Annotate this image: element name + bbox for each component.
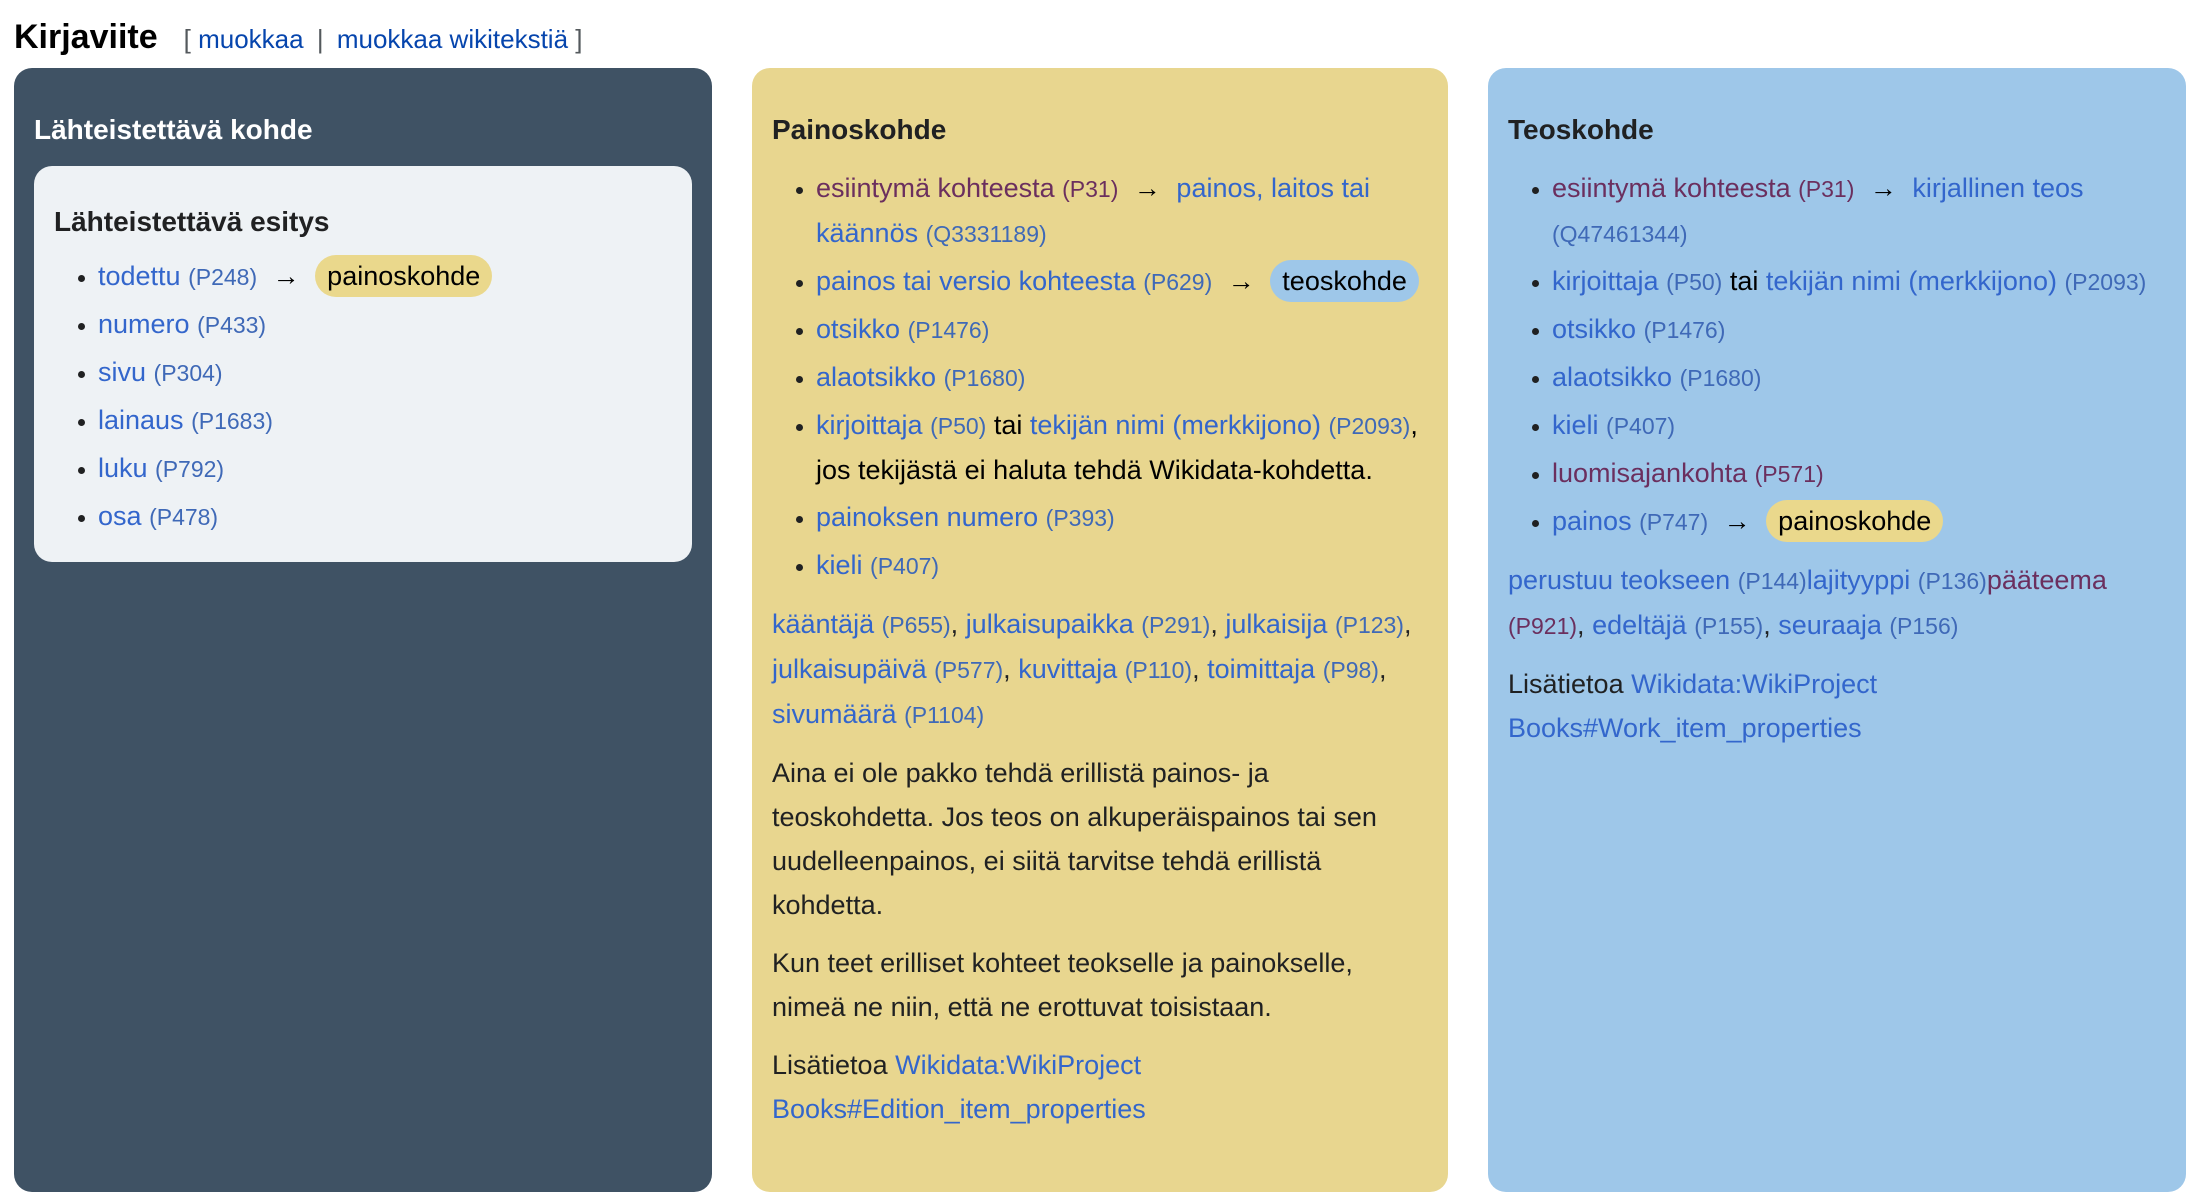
source-item-title: Lähteistettävä kohde: [34, 114, 313, 145]
property-link[interactable]: sivu: [98, 357, 147, 387]
property-link[interactable]: numero: [98, 309, 190, 339]
property-id[interactable]: (P1476): [907, 317, 990, 343]
list-item: [1552, 259, 2166, 304]
work-item-badge: teoskohde: [1270, 260, 1419, 302]
list-item: [1552, 403, 2166, 448]
property-link[interactable]: kirjoittaja: [816, 410, 923, 440]
property-link[interactable]: luomisajankohta: [1552, 458, 1748, 488]
list-item: [98, 302, 672, 347]
property-link[interactable]: julkaisija: [1225, 609, 1328, 639]
property-id[interactable]: (P629): [1143, 269, 1213, 295]
source-property-list: [54, 254, 672, 539]
property-link[interactable]: tekijän nimi (merkkijono): [1029, 410, 1321, 440]
conjunction: tai: [993, 410, 1023, 440]
property-link[interactable]: otsikko: [1552, 314, 1637, 344]
property-link[interactable]: painos: [1552, 506, 1632, 536]
list-item: [1552, 166, 2166, 256]
extra-properties: [1508, 558, 2166, 648]
edit-link[interactable]: muokkaa: [198, 24, 304, 54]
comma: ,: [1003, 654, 1011, 684]
bracket-open: [: [183, 24, 191, 54]
property-id[interactable]: (P50): [930, 413, 987, 439]
property-link[interactable]: alaotsikko: [1552, 362, 1673, 392]
list-item: [816, 166, 1428, 256]
property-id[interactable]: (P110): [1124, 657, 1193, 683]
arrow-icon: →: [272, 261, 300, 291]
property-id[interactable]: (P98): [1322, 657, 1379, 683]
work-item-panel: [1488, 68, 2186, 1192]
property-id[interactable]: (P31): [1798, 176, 1855, 202]
source-representation-title: Lähteistettävä esitys: [54, 206, 330, 237]
edition-item-panel: [752, 68, 1448, 1192]
comma: ,: [1210, 609, 1218, 639]
property-link[interactable]: sivumäärä: [772, 699, 897, 729]
property-link[interactable]: kirjoittaja: [1552, 266, 1659, 296]
edit-section-links: [184, 24, 583, 55]
property-id[interactable]: (P2093): [1328, 413, 1411, 439]
source-representation-box: [34, 166, 692, 562]
property-id[interactable]: (P2093): [2064, 269, 2147, 295]
list-item: [98, 254, 672, 299]
property-id[interactable]: (P655): [881, 612, 951, 638]
property-link[interactable]: julkaisupäivä: [772, 654, 927, 684]
bracket-close: ]: [575, 24, 583, 54]
property-id[interactable]: (P248): [188, 264, 258, 290]
note-text: , jos tekijästä ei haluta tehdä Wikidata-kohdetta.: [816, 410, 1418, 485]
list-item: [98, 398, 672, 443]
property-link[interactable]: toimittaja: [1207, 654, 1316, 684]
property-link[interactable]: kieli: [1552, 410, 1599, 440]
property-id[interactable]: (P1680): [943, 365, 1026, 391]
property-link[interactable]: painoksen numero: [816, 502, 1039, 532]
work-item-title: Teoskohde: [1508, 114, 1654, 145]
property-link[interactable]: edeltäjä: [1592, 610, 1687, 640]
comma: ,: [1577, 610, 1585, 640]
extra-properties: [772, 602, 1428, 737]
comma: ,: [1763, 610, 1771, 640]
property-link[interactable]: alaotsikko: [816, 362, 937, 392]
property-id[interactable]: (P1104): [904, 702, 985, 728]
edit-source-link[interactable]: muokkaa wikitekstiä: [336, 24, 569, 54]
comma: ,: [1403, 609, 1412, 639]
more-info: [1508, 662, 2166, 750]
more-info-label: Lisätietoa: [772, 1050, 888, 1080]
property-id[interactable]: (P433): [197, 312, 267, 338]
property-id[interactable]: (P123): [1334, 612, 1404, 638]
property-link[interactable]: painos tai versio kohteesta: [816, 266, 1136, 296]
property-link[interactable]: julkaisupaikka: [965, 609, 1134, 639]
comma: ,: [1378, 654, 1387, 684]
property-id[interactable]: (P407): [870, 553, 940, 579]
property-id[interactable]: (P304): [153, 360, 223, 386]
property-id[interactable]: (P393): [1045, 505, 1115, 531]
value-id[interactable]: (Q3331189): [925, 221, 1047, 247]
property-id[interactable]: (P792): [155, 456, 225, 482]
work-property-list: [1508, 166, 2166, 544]
property-link[interactable]: kuvittaja: [1018, 654, 1118, 684]
property-link[interactable]: seuraaja: [1778, 610, 1882, 640]
list-item: [816, 543, 1428, 588]
arrow-icon: →: [1869, 173, 1897, 203]
property-link[interactable]: esiintymä kohteesta: [816, 173, 1055, 203]
comma: ,: [950, 609, 959, 639]
property-link[interactable]: pääteema: [1986, 565, 2107, 595]
value-link[interactable]: kirjallinen teos: [1912, 173, 2084, 203]
property-link[interactable]: lainaus: [98, 405, 184, 435]
property-link[interactable]: otsikko: [816, 314, 901, 344]
property-id[interactable]: (P291): [1141, 612, 1211, 638]
property-id[interactable]: (P136): [1917, 568, 1987, 594]
property-id[interactable]: (P747): [1639, 509, 1709, 535]
property-link[interactable]: kääntäjä: [772, 609, 875, 639]
list-item: [816, 355, 1428, 400]
value-link[interactable]: painos, laitos tai käännös: [816, 173, 1371, 248]
value-id[interactable]: (Q47461344): [1552, 221, 1688, 247]
conjunction: tai: [1729, 266, 1759, 296]
arrow-icon: →: [1133, 173, 1161, 203]
property-id[interactable]: (P155): [1694, 613, 1764, 639]
property-link[interactable]: osa: [98, 501, 142, 531]
separator: |: [316, 24, 324, 54]
list-item: [1552, 307, 2166, 352]
property-link[interactable]: todettu: [98, 261, 181, 291]
list-item: [1552, 451, 2166, 496]
list-item: [816, 259, 1428, 304]
list-item: [816, 307, 1428, 352]
edition-item-badge: painoskohde: [315, 255, 492, 297]
property-link[interactable]: kieli: [816, 550, 863, 580]
more-info-link[interactable]: Wikidata:WikiProject Books#Edition_item_properties: [772, 1050, 1146, 1124]
arrow-icon: →: [1227, 266, 1255, 296]
property-id[interactable]: (P31): [1062, 176, 1119, 202]
property-id[interactable]: (P1476): [1643, 317, 1726, 343]
property-id[interactable]: (P156): [1889, 613, 1959, 639]
comma: ,: [1192, 654, 1200, 684]
more-info-link[interactable]: Wikidata:WikiProject Books#Work_item_properties: [1508, 669, 1878, 743]
list-item: [816, 403, 1428, 492]
list-item: [98, 350, 672, 395]
more-info-label: Lisätietoa: [1508, 669, 1624, 699]
property-id[interactable]: (P1680): [1679, 365, 1762, 391]
source-item-panel: [14, 68, 712, 1192]
edition-item-title: Painoskohde: [772, 114, 947, 145]
arrow-icon: →: [1723, 506, 1751, 536]
edition-note-1: Aina ei ole pakko tehdä erillistä painos- ja teoskohdetta. Jos teos on alkuperäispainos tai sen uudelleenpainos, ei siitä tarvitse tehdä erillistä kohdetta.: [772, 758, 1377, 920]
property-id[interactable]: (P50): [1666, 269, 1723, 295]
list-item: [98, 446, 672, 491]
section-heading: [14, 18, 583, 57]
property-id[interactable]: (P144): [1737, 568, 1807, 594]
property-link[interactable]: luku: [98, 453, 148, 483]
page-title: Kirjaviite: [14, 18, 158, 56]
property-link[interactable]: tekijän nimi (merkkijono): [1765, 266, 2057, 296]
property-link[interactable]: esiintymä kohteesta: [1552, 173, 1791, 203]
edition-property-list: [772, 166, 1428, 588]
property-id[interactable]: (P478): [149, 504, 219, 530]
list-item: [1552, 499, 2166, 544]
property-id[interactable]: (P921): [1508, 613, 1578, 639]
list-item: [98, 494, 672, 539]
edition-item-badge: painoskohde: [1766, 500, 1943, 542]
more-info: [772, 1043, 1428, 1131]
property-link[interactable]: lajityyppi: [1806, 565, 1911, 595]
property-id[interactable]: (P571): [1754, 461, 1824, 487]
edition-note-2: Kun teet erilliset kohteet teokselle ja painokselle, nimeä ne niin, että ne erottuvat toisistaan.: [772, 948, 1353, 1022]
property-link[interactable]: perustuu teokseen: [1508, 565, 1731, 595]
property-id[interactable]: (P407): [1606, 413, 1676, 439]
list-item: [1552, 355, 2166, 400]
property-id[interactable]: (P1683): [191, 408, 273, 434]
list-item: [816, 495, 1428, 540]
property-id[interactable]: (P577): [934, 657, 1004, 683]
